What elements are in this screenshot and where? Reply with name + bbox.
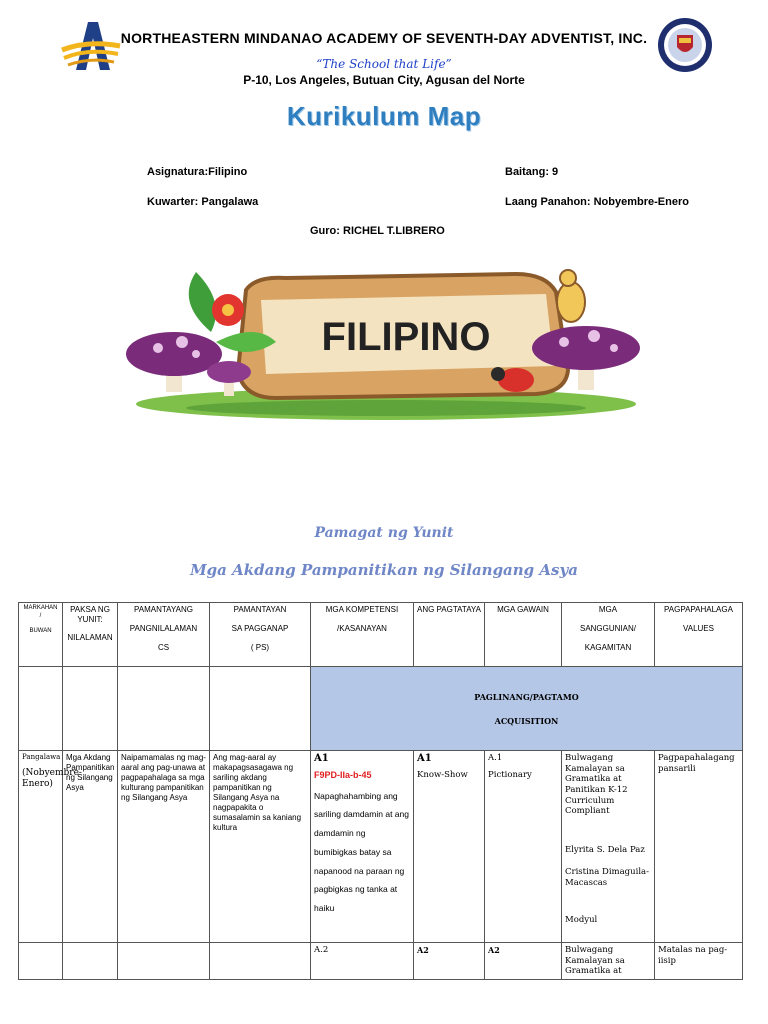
table-cell <box>19 667 63 751</box>
pagtataya-cell: A1 Know-Show <box>414 751 485 943</box>
paksa-cell: Mga Akdang Pampanitikan ng Silangang Asya <box>63 751 118 943</box>
header-pangnilalaman: PAMANTAYANG PANGNILALAMAN CS <box>118 603 210 667</box>
pagtataya-cell: A2 <box>414 943 485 980</box>
header-pagtataya: ANG PAGTATAYA <box>414 603 485 667</box>
unit-title: Mga Akdang Pampanitikan ng Silangang Asya <box>190 561 578 579</box>
acquisition-row <box>19 667 743 751</box>
table-cell <box>118 943 210 980</box>
ps-cell: Ang mag-aaral ay makapagsasagawa ng sariling akdang pampanitikan ng Silangang Asya na nagpapakita o sumasalamin sa kaniang kultura <box>210 751 311 943</box>
curriculum-map-table <box>18 602 743 980</box>
table-cell <box>118 667 210 751</box>
header-gawain: MGA GAWAIN <box>485 603 562 667</box>
header-kompetensi: MGA KOMPETENSI /KASANAYAN <box>311 603 414 667</box>
time-frame-label: Laang Panahon: Nobyembre-Enero <box>505 196 689 208</box>
cs-cell: Naipamamalas ng mag-aaral ang pag-unawa at pagpapahalaga sa mga kulturang pampanitikan ng Silangang Asya <box>118 751 210 943</box>
page-title: Kurikulum Map <box>286 101 482 131</box>
school-name: NORTHEASTERN MINDANAO ACADEMY OF SEVENTH-DAY ADVENTIST, INC. <box>120 30 648 46</box>
subject-label: Asignatura:Filipino <box>147 166 248 178</box>
header-paksa: PAKSA NG YUNIT: NILALAMAN <box>63 603 118 667</box>
acquisition-label: PAGLINANG/PAGTAMO <box>474 691 579 702</box>
table-cell <box>210 667 311 751</box>
values-cell: Pagpapahalagang pansarili <box>655 751 743 943</box>
table-row <box>19 943 743 980</box>
table-cell <box>63 943 118 980</box>
header-values: PAGPAPAHALAGA VALUES <box>655 603 743 667</box>
competency-cell: A.2 <box>311 943 414 980</box>
grade-label: Baitang: 9 <box>505 166 559 178</box>
sanggunian-cell: Bulwagang Kamalayan sa Gramatika at Panitikan K-12 Curriculum Compliant Elyrita S. Dela Paz Cristina Dimaguila-Macascas Modyul <box>562 751 655 943</box>
competency-cell: A1 F9PD-IIa-b-45 Napaghahambing ang sariling damdamin at ang damdamin ng bumibigkas batay sa napanood na paraan ng pagbigkas ng tanka at haiku <box>311 751 414 943</box>
table-row <box>19 751 743 943</box>
filipino-banner-illustration <box>116 262 654 422</box>
sanggunian-cell: Bulwagang Kamalayan sa Gramatika at <box>562 943 655 980</box>
header-pagganap: PAMANTAYAN SA PAGGANAP ( PS) <box>210 603 311 667</box>
table-cell <box>210 943 311 980</box>
school-motto: “The School that Life” <box>316 57 452 71</box>
header-markahan: MARKAHAN / BUWAN <box>19 603 63 667</box>
acquisition-band <box>311 667 743 751</box>
table-header-row <box>19 603 743 667</box>
teacher-label: Guro: RICHEL T.LIBRERO <box>310 225 445 237</box>
unit-label: Pamagat ng Yunit <box>314 525 454 541</box>
table-cell <box>19 943 63 980</box>
acquisition-label-en: ACQUISITION <box>494 715 559 726</box>
school-address: P-10, Los Angeles, Butuan City, Agusan del Norte <box>243 73 525 87</box>
values-cell: Matalas na pag-iisip <box>655 943 743 980</box>
banner-text: FILIPINO <box>321 315 491 359</box>
markahan-cell: Pangalawa (Nobyembre-Enero) <box>19 751 63 943</box>
table-cell <box>63 667 118 751</box>
quarter-label: Kuwarter: Pangalawa <box>147 196 259 208</box>
header-sanggunian: MGA SANGGUNIAN/ KAGAMITAN <box>562 603 655 667</box>
gawain-cell: A.1 Pictionary <box>485 751 562 943</box>
gawain-cell: A2 <box>485 943 562 980</box>
